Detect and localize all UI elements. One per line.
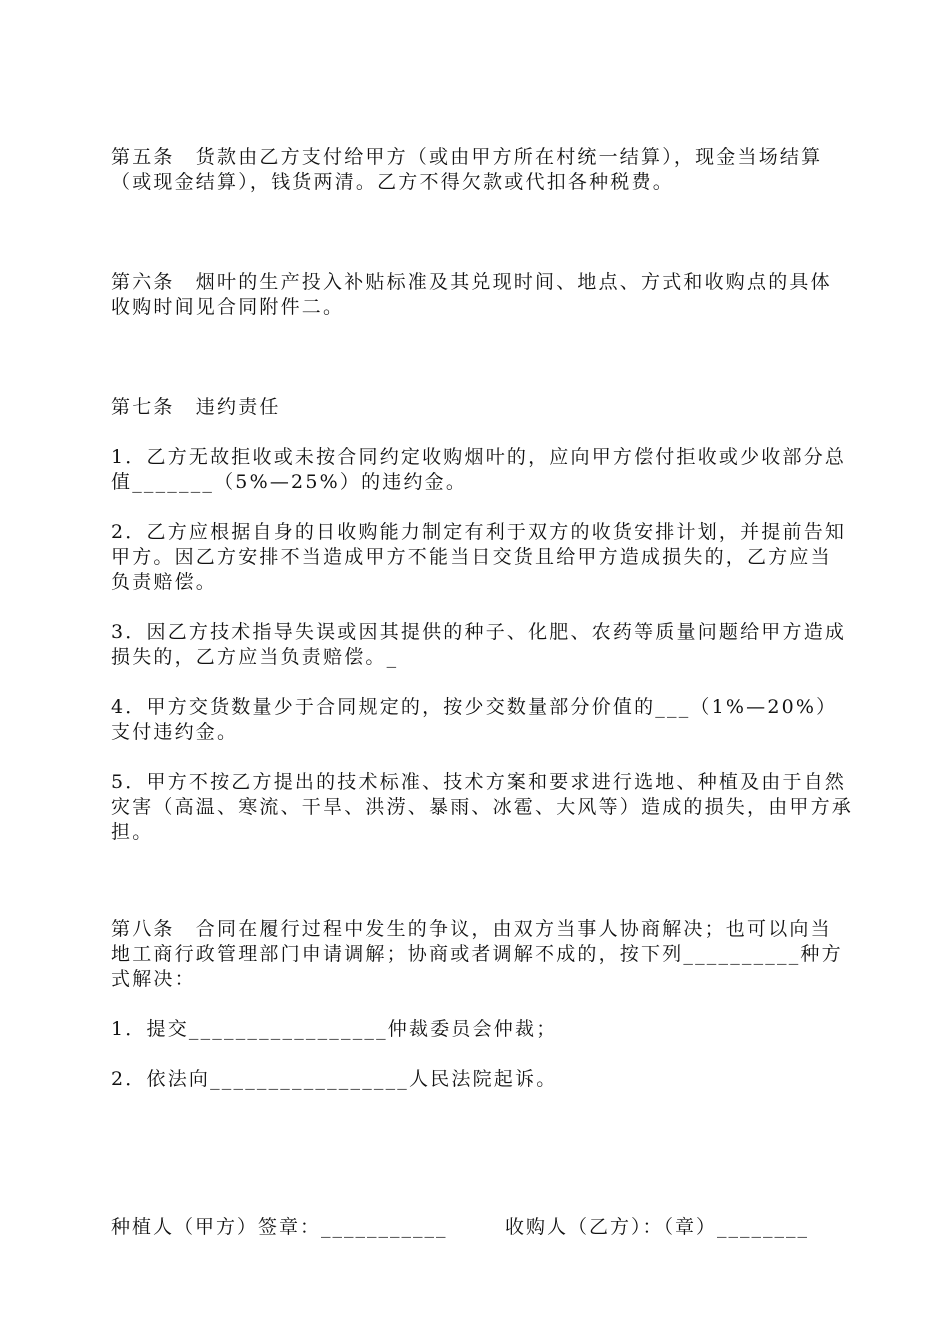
article-7-item-1: 1．乙方无故拒收或未按合同约定收购烟叶的，应向甲方偿付拒收或少收部分总值_______（5%—25%）的违约金。 [111,446,847,493]
article-7-heading: 第七条 违约责任 [111,396,281,418]
article-7-item-2: 2．乙方应根据自身的日收购能力制定有利于双方的收货安排计划，并提前告知甲方。因乙方安排不当造成甲方不能当日交货且给甲方造成损失的，乙方应当负责赔偿。 [111,521,847,593]
article-5: 第五条 货款由乙方支付给甲方（或由甲方所在村统一结算），现金当场结算（或现金结算），钱货两清。乙方不得欠款或代扣各种税费。 [111,146,823,193]
article-8-option-1: 1．提交_________________仲裁委员会仲裁； [111,1018,558,1040]
article-7-item-3: 3．因乙方技术指导失误或因其提供的种子、化肥、农药等质量问题给甲方造成损失的，乙方应当负责赔偿。_ [111,621,847,668]
article-8-option-2: 2．依法向_________________人民法院起诉。 [111,1068,558,1090]
party-b-signature: 收购人（乙方）：（章）________ [505,1216,810,1238]
article-6: 第六条 烟叶的生产投入补贴标准及其兑现时间、地点、方式和收购点的具体收购时间见合同附件二。 [111,271,832,318]
article-7-item-4: 4．甲方交货数量少于合同规定的，按少交数量部分价值的___（1%—20%）支付违约金。 [111,696,838,743]
article-8: 第八条 合同在履行过程中发生的争议，由双方当事人协商解决；也可以向当地工商行政管理部门申请调解；协商或者调解不成的，按下列__________种方式解决： [111,918,843,990]
article-7-item-5: 5．甲方不按乙方提出的技术标准、技术方案和要求进行选地、种植及由于自然灾害（高温、寒流、干旱、洪涝、暴雨、冰雹、大风等）造成的损失，由甲方承担。 [111,771,854,843]
party-a-signature: 种植人（甲方）签章：___________ [111,1216,448,1238]
